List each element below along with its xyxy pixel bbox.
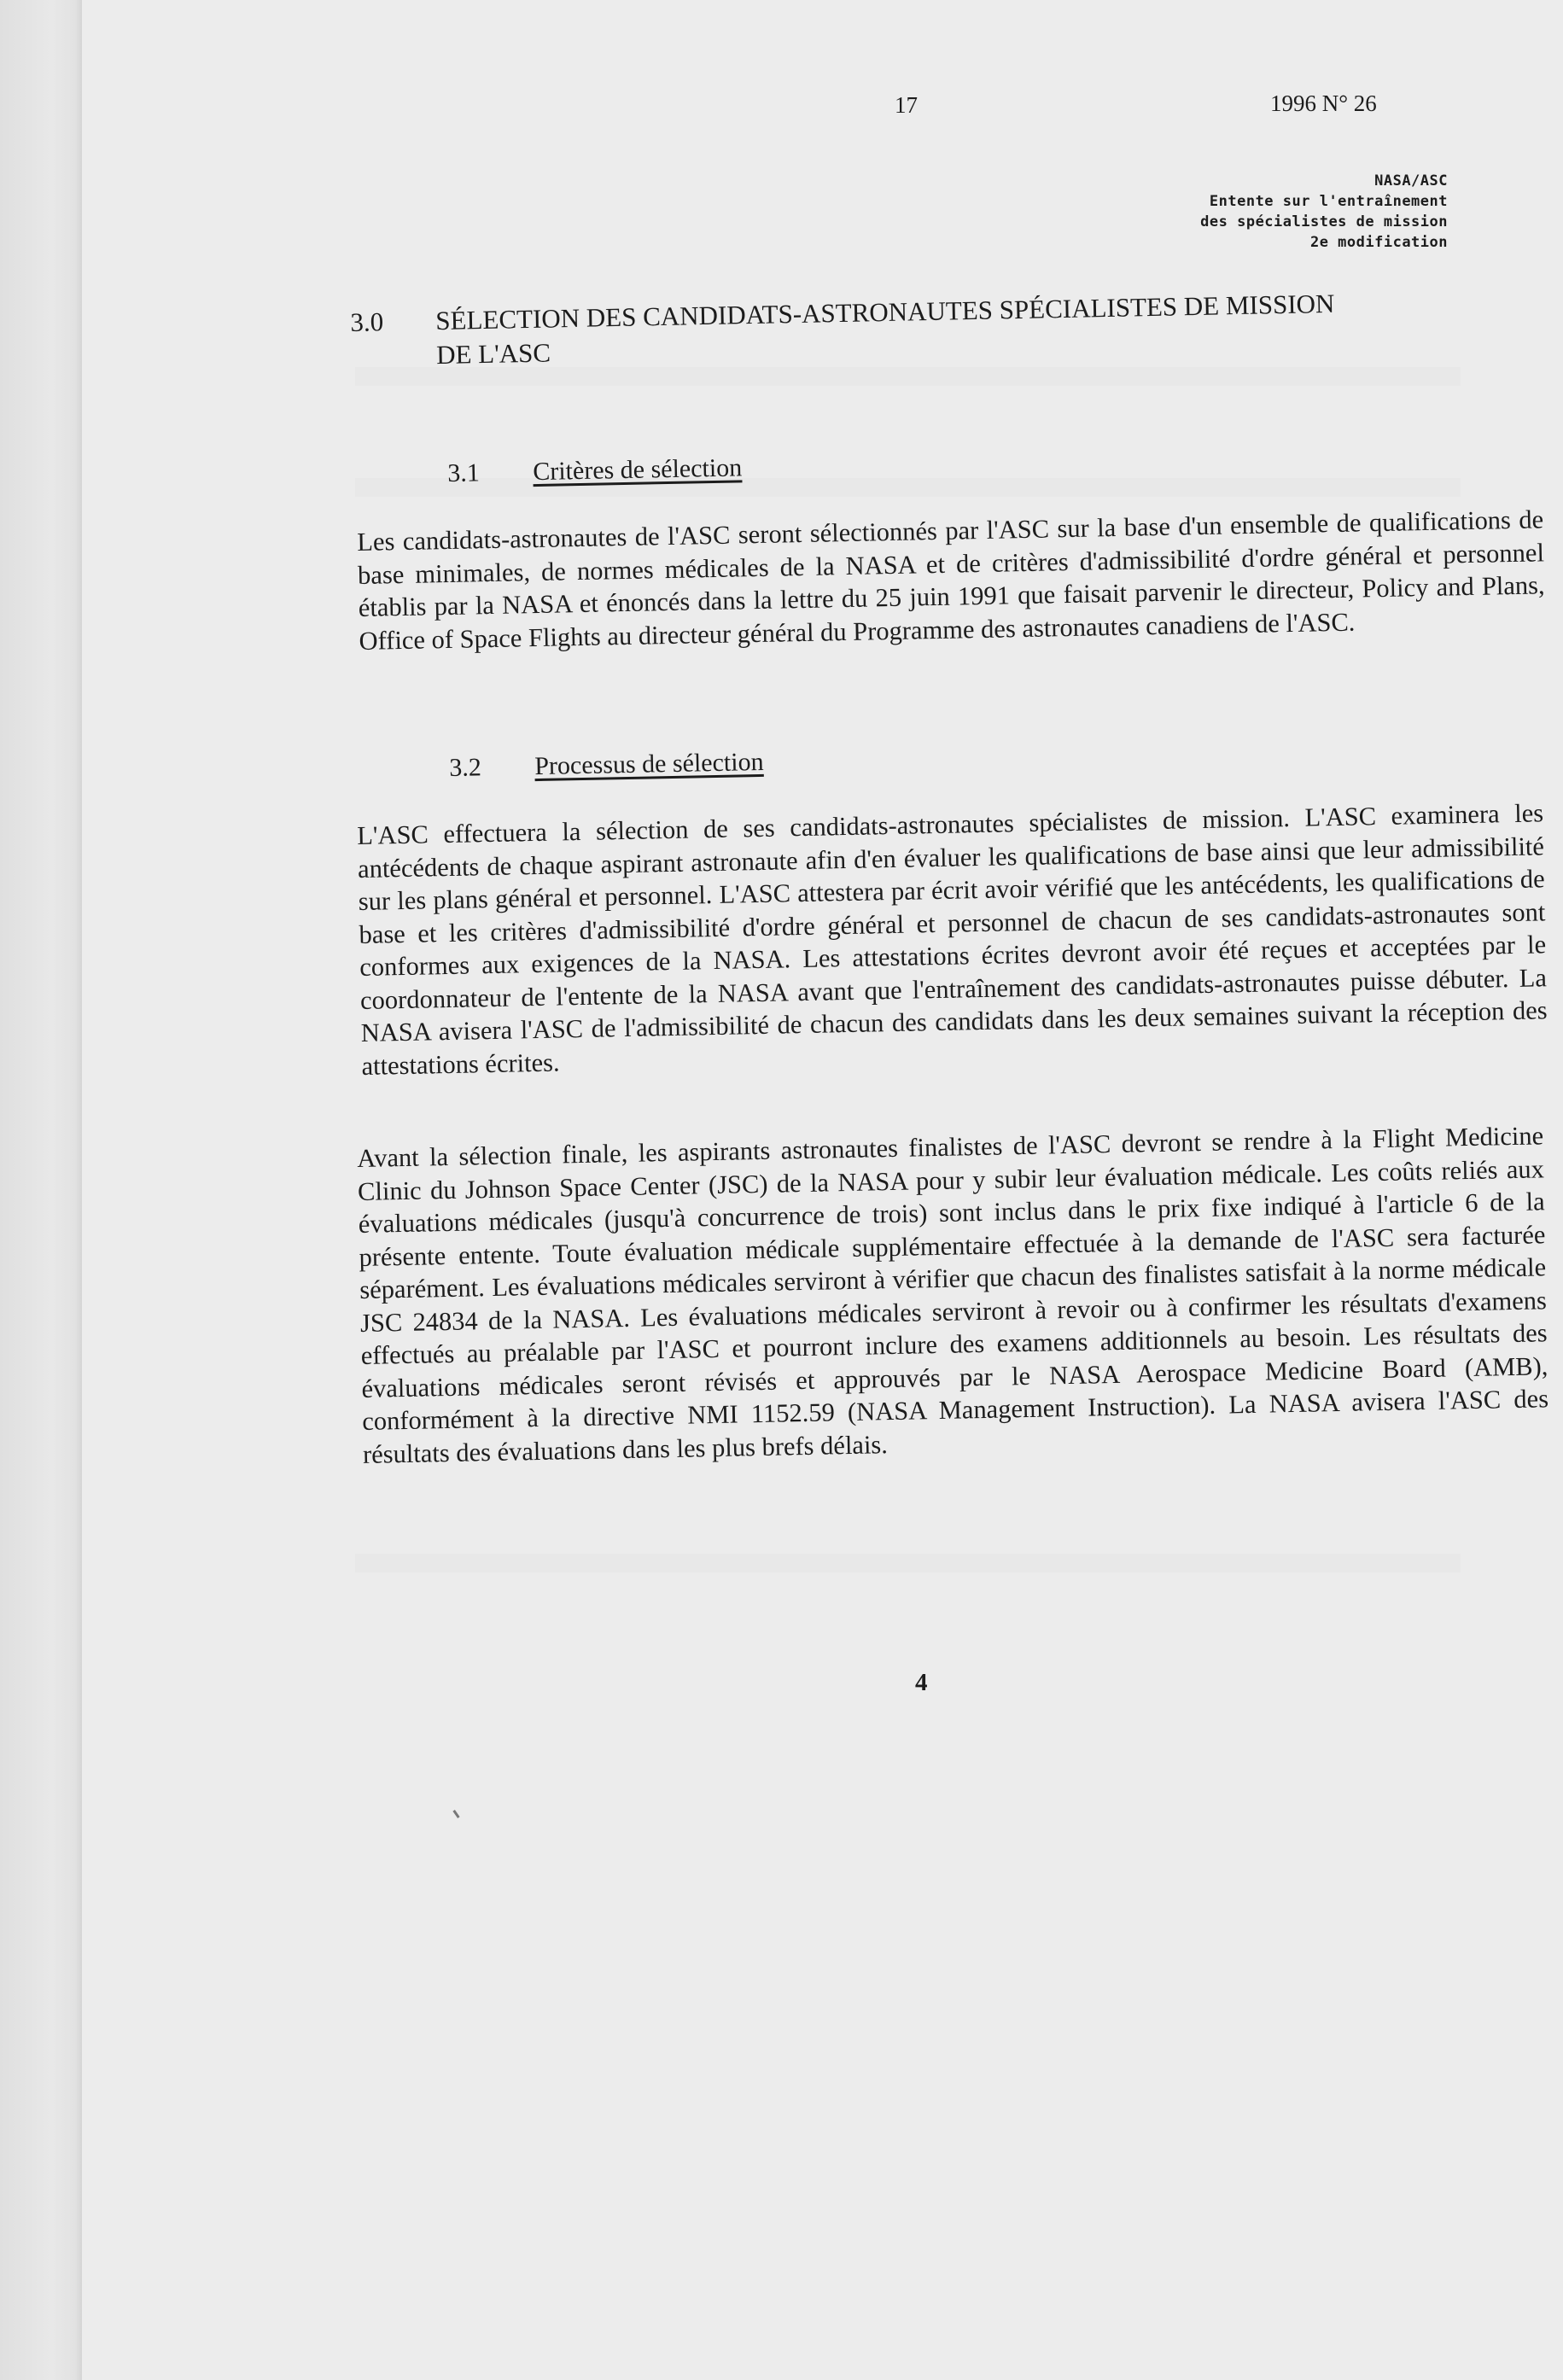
subsection-number: 3.1	[447, 458, 481, 487]
section-title-line2: DE L'ASC	[435, 337, 551, 370]
agreement-title-line2: des spécialistes de mission	[1200, 213, 1448, 230]
subsection-title: Processus de sélection	[534, 747, 764, 781]
section-heading	[350, 283, 1546, 374]
subsection-heading-3-1	[447, 453, 743, 488]
agreement-title-line1: Entente sur l'entraînement	[1209, 193, 1448, 210]
document-page	[82, 0, 1563, 2380]
paragraph-medical-evaluation: Avant la sélection finale, les aspirants astronautes finalistes de l'ASC devront se rendre à la Flight Medicine Clinic du Johnson Space Center (JSC) de la NASA pour y subir leur évaluation médicale. Les coûts reliés aux évaluations médicales (jusqu'à concurrence de trois) sont inclus dans le prix fixe indiqué à l'article 6 de la présente entente. Toute évaluation médicale supplémentaire effectuée à la demande de l'ASC sera facturée séparément. Les évaluations médicales serviront à vérifier que chacun des finalistes satisfait à la norme médicale JSC 24834 de la NASA. Les évaluations médicales serviront à revoir ou à confirmer les résultats d'examens effectués au préalable par l'ASC et pourront inclure des examens additionnels au besoin. Les résultats des évaluations médicales seront révisés et approuvés par le NASA Aerospace Medicine Board (AMB), conformément à la directive NMI 1152.59 (NASA Management Instruction). La NASA avisera l'ASC des résultats des évaluations dans les plus brefs délais.	[357, 1121, 1549, 1469]
gazette-page-number: 17	[895, 92, 918, 118]
paragraph-selection-process: L'ASC effectuera la sélection de ses candidats-astronautes spécialistes de mission. L'ASC examinera les antécédents de chaque aspirant astronaute afin d'en évaluer les qualifications de base ainsi que leur admissibilité sur les plans général et personnel. L'ASC attestera par écrit avoir vérifié que les antécédents, les qualifications de base et les critères d'admissibilité d'ordre général et personnel de chacun de ses candidats-astronautes sont conformes aux exigences de la NASA. Les attestations écrites devront avoir été reçues et acceptées par le coordonnateur de l'entente de la NASA avant que l'entraînement des candidats-astronautes puisse débuter. La NASA avisera l'ASC de l'admissibilité de chacun des candidats dans les deux semaines suivant la réception des attestations écrites.	[357, 798, 1548, 1081]
section-title-line1: SÉLECTION DES CANDIDATS-ASTRONAUTES SPÉCIALISTES DE MISSION	[435, 288, 1335, 336]
paragraph-selection-criteria: Les candidats-astronautes de l'ASC seront sélectionnés par l'ASC sur la base d'un ensemble de qualifications de base minimales, de normes médicales de la NASA et de critères d'admissibilité d'ordre général et personnel établis par la NASA et énoncés dans la lettre du 25 juin 1991 que faisait parvenir le directeur, Policy and Plans, Office of Space Flights au directeur général du Programme des astronautes canadiens de l'ASC.	[357, 505, 1545, 656]
agreement-parties: NASA/ASC	[1374, 172, 1448, 190]
subsection-title: Critères de sélection	[532, 453, 743, 487]
binding-edge	[0, 0, 82, 2380]
show-through-strip	[355, 1554, 1461, 1572]
agreement-amendment: 2e modification	[1309, 234, 1448, 251]
gazette-issue: 1996 N° 26	[1270, 90, 1377, 116]
subsection-heading-3-2	[449, 748, 764, 783]
section-number: 3.0	[350, 306, 384, 337]
subsection-number: 3.2	[449, 753, 482, 782]
agreement-header	[1200, 171, 1448, 253]
scan-speck	[452, 1810, 459, 1818]
document-page-number: 4	[915, 1669, 928, 1696]
